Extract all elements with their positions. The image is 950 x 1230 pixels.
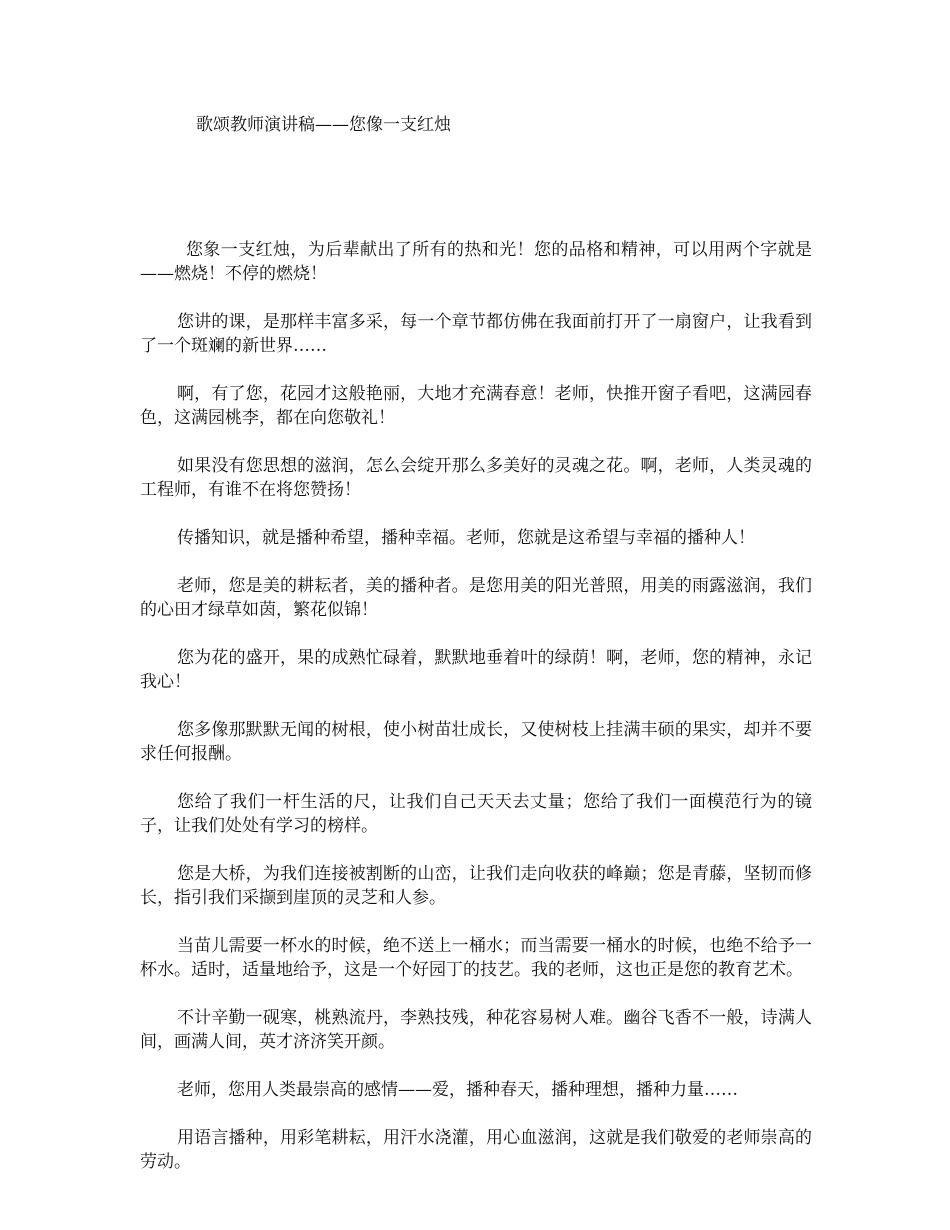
paragraph: 不计辛勤一砚寒，桃熟流丹，李熟技残，种花容易树人难。幽谷飞香不一般，诗满人间，画满人间，英才济济笑开颜。 (140, 1008, 812, 1052)
paragraph: 啊，有了您，花园才这般艳丽，大地才充满春意！老师，快推开窗子看吧，这满园春色，这满园桃李，都在向您敬礼！ (140, 384, 812, 428)
document-body (140, 238, 812, 1198)
paragraph: 您讲的课，是那样丰富多采，每一个章节都仿佛在我面前打开了一扇窗户，让我看到了一个斑斓的新世界…… (140, 312, 812, 356)
paragraph: 老师，您用人类最崇高的感情——爱，播种春天，播种理想，播种力量…… (177, 1080, 738, 1100)
paragraph: 当苗儿需要一杯水的时候，绝不送上一桶水；而当需要一桶水的时候，也绝不给予一杯水。适时，适量地给予，这是一个好园丁的技艺。我的老师，这也正是您的教育艺术。 (140, 936, 812, 980)
paragraph: 您给了我们一杆生活的尺，让我们自己天天去丈量；您给了我们一面模范行为的镜子，让我们处处有学习的榜样。 (140, 792, 812, 836)
paragraph: 您为花的盛开，果的成熟忙碌着，默默地垂着叶的绿荫！啊，老师，您的精神，永记我心！ (140, 648, 812, 692)
paragraph: 传播知识，就是播种希望，播种幸福。老师，您就是这希望与幸福的播种人！ (177, 528, 755, 548)
paragraph: 如果没有您思想的滋润，怎么会绽开那么多美好的灵魂之花。啊，老师，人类灵魂的工程师，有谁不在将您赞扬！ (140, 456, 812, 500)
paragraph: 老师，您是美的耕耘者，美的播种者。是您用美的阳光普照，用美的雨露滋润，我们的心田才绿草如茵，繁花似锦！ (140, 576, 812, 620)
paragraph: 您象一支红烛，为后辈献出了所有的热和光！您的品格和精神，可以用两个字就是——燃烧！不停的燃烧！ (140, 240, 812, 284)
paragraph: 您多像那默默无闻的树根，使小树苗壮成长，又使树枝上挂满丰硕的果实，却并不要求任何报酬。 (140, 720, 812, 764)
paragraph: 您是大桥，为我们连接被割断的山峦，让我们走向收获的峰巅；您是青藤，坚韧而修长，指引我们采撷到崖顶的灵芝和人参。 (140, 864, 812, 908)
paragraph: 用语言播种，用彩笔耕耘，用汗水浇灌，用心血滋润，这就是我们敬爱的老师崇高的劳动。 (140, 1128, 812, 1172)
document-title: 歌颂教师演讲稿——您像一支红烛 (196, 115, 451, 135)
